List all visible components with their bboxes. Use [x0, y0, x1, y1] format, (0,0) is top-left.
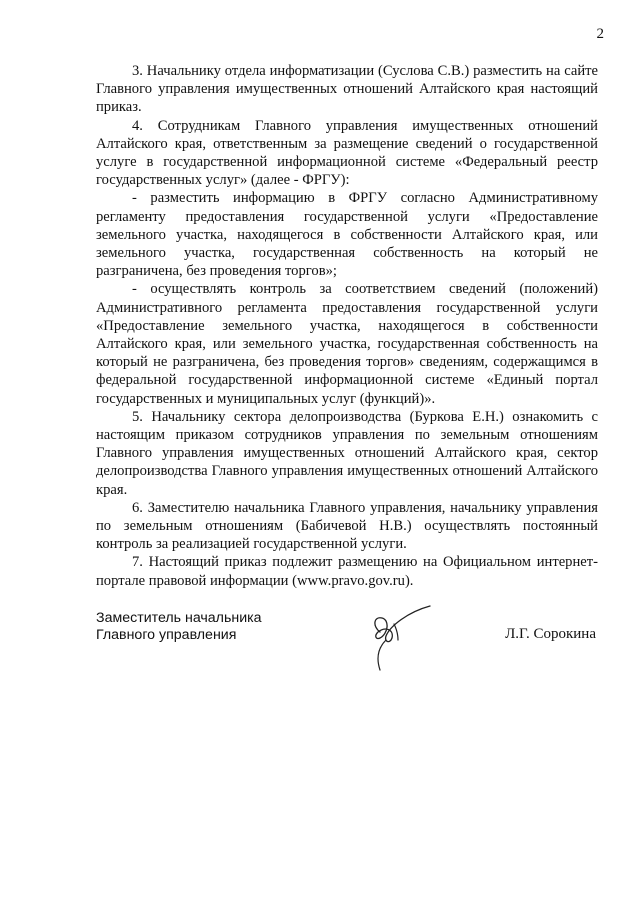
paragraph-7: 7. Настоящий приказ подлежит размещению на Официальном интернет-портале правовой информации (www.pravo.gov.ru).	[96, 554, 598, 589]
signatory-name: Л.Г. Сорокина	[505, 626, 596, 642]
handwritten-signature	[368, 604, 440, 674]
signatory-position-line-2: Главного управления	[96, 627, 237, 643]
document-body	[96, 62, 598, 590]
paragraph-4: 4. Сотрудникам Главного управления имущественных отношений Алтайского края, ответственным за размещение сведений о государственной услуге в государственной информационной системе «Федеральный реестр государственных услуг» (далее - ФРГУ):	[96, 117, 598, 189]
paragraph-3: 3. Начальнику отдела информатизации (Суслова С.В.) разместить на сайте Главного управления имущественных отношений Алтайского края настоящий приказ.	[96, 63, 598, 116]
signatory-position	[96, 610, 262, 644]
paragraph-4-item-1: - разместить информацию в ФРГУ согласно Административному регламенту предоставления государственной услуги «Предоставление земельного участка, находящегося в собственности Алтайского края, или земельного участка, государственная собственность на который не разграничена, без проведения торгов»;	[96, 190, 598, 280]
paragraph-5: 5. Начальнику сектора делопроизводства (Буркова Е.Н.) ознакомить с настоящим приказом сотрудников управления по земельным отношениям Главного управления имущественных отношений Алтайского края, сектор делопроизводства Главного управления имущественных отношений Алтайского края.	[96, 408, 598, 498]
paragraph-4-item-2: - осуществлять контроль за соответствием сведений (положений) Административного регламента предоставления государственной услуги «Предоставление земельного участка, находящегося в собственности Алтайского края, или земельного участка, государственная собственность на который не разграничена, без проведения торгов» сведениям, содержащимся в федеральной государственной информационной системе «Единый портал государственных и муниципальных услуг (функций)».	[96, 281, 598, 407]
signatory-position-line-1: Заместитель начальника	[96, 610, 262, 626]
page-number: 2	[596, 26, 604, 42]
paragraph-6: 6. Заместителю начальника Главного управления, начальнику управления по земельным отношениям (Бабичевой Н.В.) осуществлять постоянный контроль за реализацией государственной услуги.	[96, 499, 598, 553]
